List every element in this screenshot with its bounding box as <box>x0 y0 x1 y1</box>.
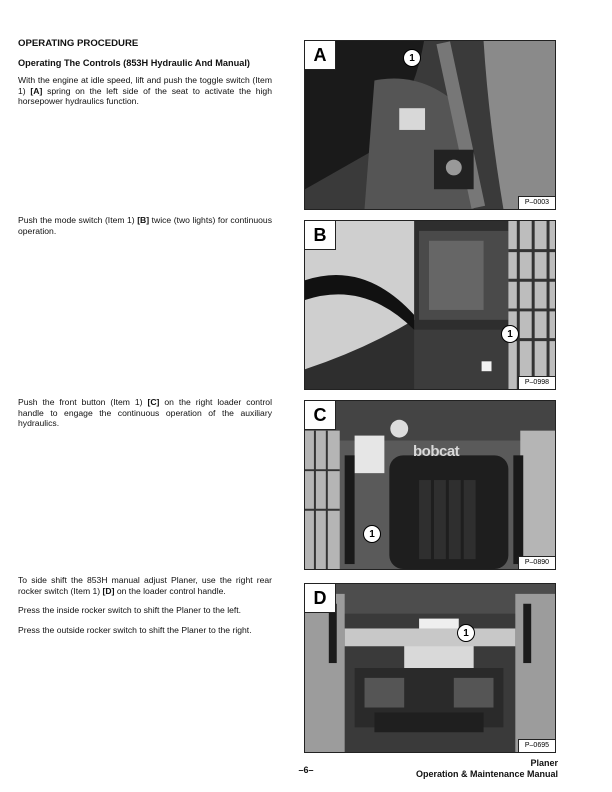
paragraph-shift-left: Press the inside rocker switch to shift the Planer to the left. <box>18 605 242 616</box>
figure-code: P–0890 <box>518 556 555 569</box>
footer-title <box>416 758 558 780</box>
figure-code: P–0695 <box>518 739 555 752</box>
paragraph-side-shift: To side shift the 853H manual adjust Planer, use the right rear rocker switch (Item 1) [D] on the loader control handle. Press the inside rocker switch to shift the Planer to the left. Press the outside rocker switch to shift the Planer to the right. <box>18 575 272 635</box>
paragraph-front-button: Push the front button (Item 1) [C] on the right loader control handle to engage the continuous operation of the auxiliary hydraulics. <box>18 397 272 429</box>
figure-a-photo <box>304 40 556 210</box>
callout-marker: 1 <box>457 624 475 642</box>
paragraph-shift-right: Press the outside rocker switch to shift the Planer to the right. <box>18 624 252 635</box>
subsection-heading: Operating The Controls (853H Hydraulic And Manual) <box>18 58 250 68</box>
footer-title-line1: Planer <box>530 758 558 768</box>
page-number: –6– <box>298 765 314 775</box>
figure-letter: A <box>305 41 336 70</box>
figure-letter: C <box>305 401 336 430</box>
bobcat-logo: bobcat <box>413 443 460 460</box>
callout-marker: 1 <box>363 525 381 543</box>
figure-d-photo <box>304 583 556 753</box>
figure-letter: B <box>305 221 336 250</box>
section-heading: OPERATING PROCEDURE <box>18 38 139 49</box>
figure-c-photo <box>304 400 556 570</box>
figure-code: P–0998 <box>518 376 555 389</box>
loader-handle-illustration <box>305 401 555 569</box>
planer-view-illustration <box>305 584 555 752</box>
toggle-switch-illustration <box>305 41 555 209</box>
paragraph-toggle-switch: With the engine at idle speed, lift and push the toggle switch (Item 1) [A] spring on the left side of the seat to activate the high horsepower hydraulics function. <box>18 75 272 107</box>
figure-code: P–0003 <box>518 196 555 209</box>
callout-marker: 1 <box>501 325 519 343</box>
callout-marker: 1 <box>403 49 421 67</box>
figure-letter: D <box>305 584 336 613</box>
mode-switch-illustration <box>305 221 555 389</box>
figure-b-photo <box>304 220 556 390</box>
footer-title-line2: Operation & Maintenance Manual <box>415 769 558 779</box>
paragraph-mode-switch: Push the mode switch (Item 1) [B] twice (two lights) for continuous operation. <box>18 215 273 236</box>
